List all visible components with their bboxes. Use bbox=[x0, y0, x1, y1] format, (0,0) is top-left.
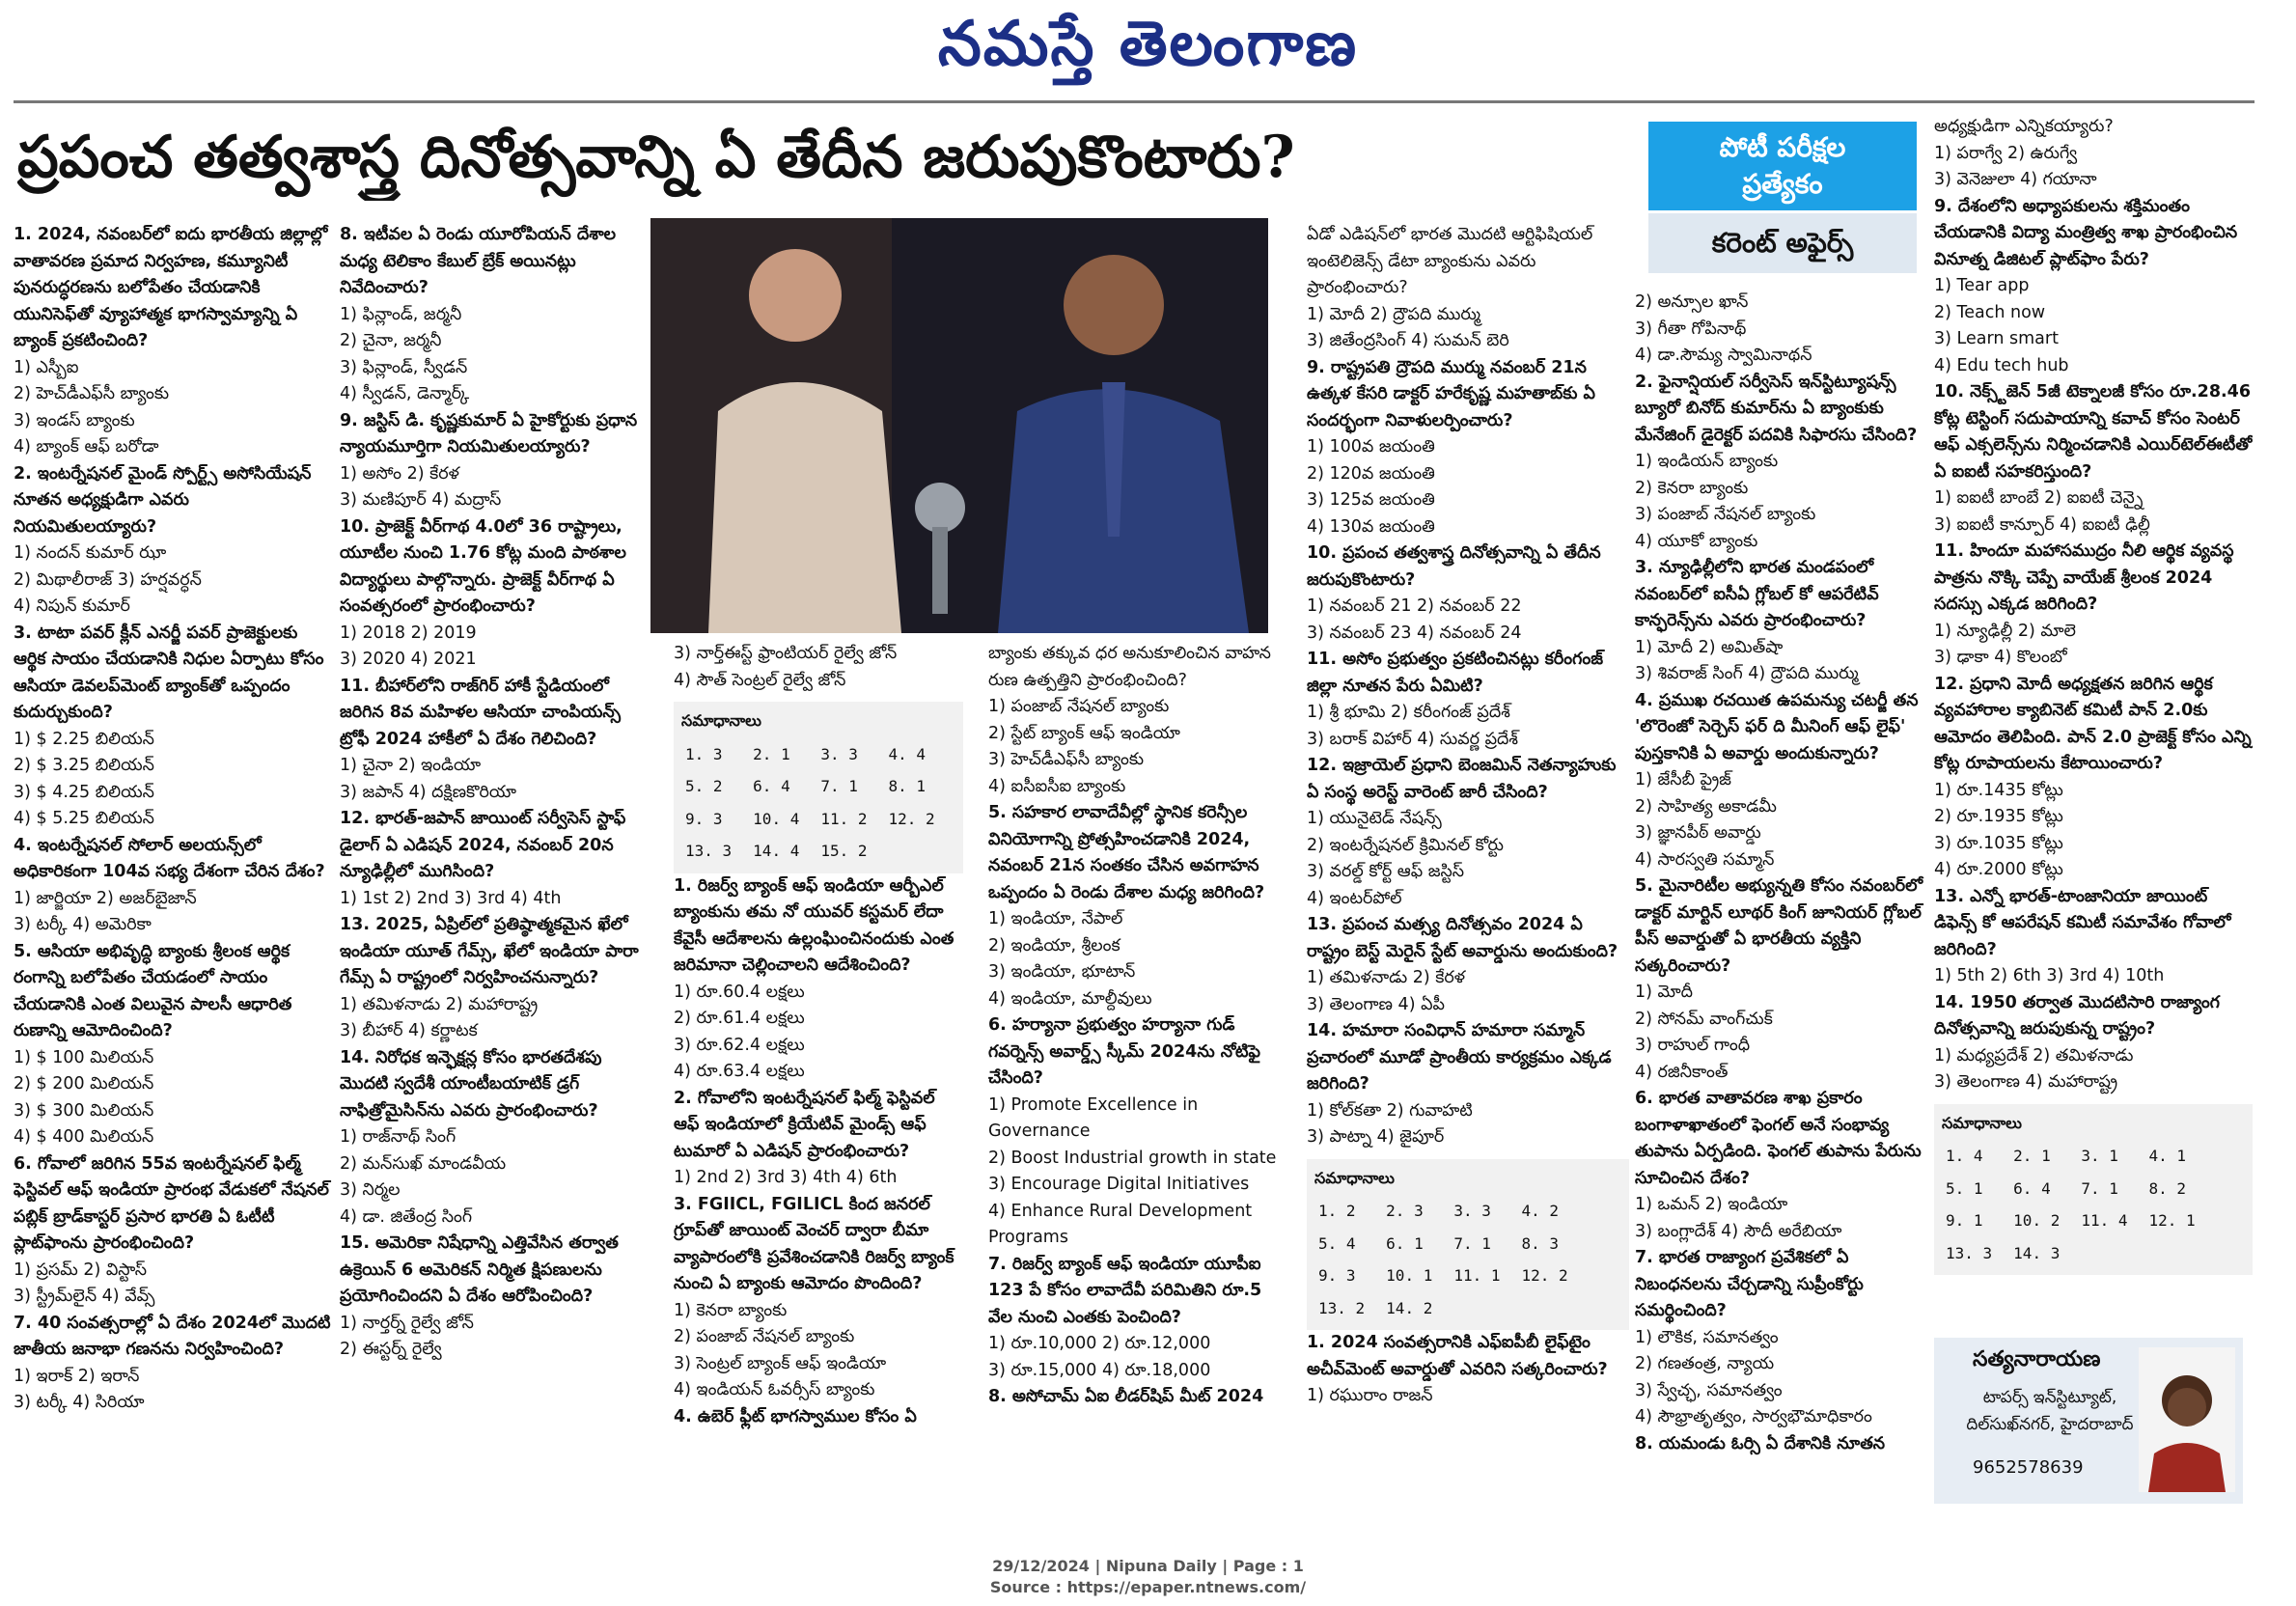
answer-cell: 10. 1 bbox=[1386, 1266, 1433, 1285]
special-line1: పోటీ పరీక్షల bbox=[1719, 131, 1846, 163]
option-text: 2) ఈస్టర్న్ రైల్వే bbox=[340, 1340, 442, 1359]
option-text: 1) లౌకిక, సమానత్వం bbox=[1635, 1327, 1779, 1347]
author-avatar bbox=[2139, 1347, 2235, 1492]
answer-key-title: సమాధానాలు bbox=[1314, 1168, 1395, 1187]
option-text: 3) రాహుల్ గాంధీ bbox=[1635, 1036, 1751, 1055]
option-text: 4) రజినీకాంత్ bbox=[1635, 1062, 1729, 1082]
answer-cell: 8. 3 bbox=[1521, 1233, 1560, 1253]
option-text: 1) ఫిన్లాండ్, జర్మనీ bbox=[340, 304, 462, 324]
option-text: 1) రఘురాం రాజన్ bbox=[1307, 1386, 1433, 1405]
question-text: 9. రాష్ట్రపతి ద్రౌపది ముర్ము నవంబర్ 21న ఉత్కళ కేసరి డాక్టర్ హరేకృష్ణ మహతాబ్‌కు ఏ సందర్భంగా నివాళులర్పించారు? bbox=[1307, 357, 1595, 430]
masthead-logo: నమస్తే తెలంగాణ bbox=[937, 8, 1359, 80]
answer-cell bbox=[2145, 1237, 2213, 1270]
option-text: 1) ఐఐటీ బాంబే 2) ఐఐటీ చెన్నై bbox=[1934, 488, 2144, 508]
option-text: 4) యూకో బ్యాంకు bbox=[1635, 531, 1758, 551]
answer-cell: 5. 2 bbox=[685, 777, 723, 795]
column-5 bbox=[1307, 222, 1629, 1506]
option-text: 3) ఇండస్ బ్యాంకు bbox=[14, 410, 135, 430]
question-text: 11. బీహార్‌లోని రాజ్‌గిర్ హాకీ స్టేడియంలో జరిగిన 8వ మహిళల ఆసియా చాంపియన్స్ ట్రోఫీ 2024 హాకీలో ఏ దేశం గెలిచింది? bbox=[340, 676, 621, 749]
option-text: 2) పంజాబ్ నేషనల్ బ్యాంకు bbox=[674, 1327, 855, 1346]
option-text: 2) సాహిత్య అకాడమీ bbox=[1635, 796, 1777, 817]
option-text: 1) ప్రసమ్ 2) విస్టాస్ bbox=[14, 1260, 148, 1280]
option-text: 1) జేసీబీ ప్రైజ్ bbox=[1635, 770, 1731, 789]
answer-cell: 13. 2 bbox=[1318, 1298, 1366, 1317]
answer-cell: 11. 4 bbox=[2081, 1211, 2128, 1230]
option-text: 4) సౌత్ సెంట్రల్ రైల్వే జోన్ bbox=[674, 670, 846, 690]
option-text: 4) ఇండియన్ ఓవర్సీస్ బ్యాంకు bbox=[674, 1380, 875, 1399]
option-text: 3) బరాక్ విహార్ 4) సువర్ణ ప్రదేశ్ bbox=[1307, 729, 1518, 749]
column-3 bbox=[674, 641, 963, 1509]
option-text: 1) ఇండియన్ బ్యాంకు bbox=[1635, 452, 1779, 471]
option-text: 4) సారస్వతి సమ్మాన్ bbox=[1635, 849, 1775, 870]
option-text: 1) 1st 2) 2nd 3) 3rd 4) 4th bbox=[340, 888, 562, 908]
answer-key bbox=[1307, 1159, 1629, 1331]
option-text: 1) కెనరా బ్యాంకు bbox=[674, 1300, 788, 1320]
option-text: 2) గణతంత్ర, న్యాయ bbox=[1635, 1354, 1775, 1373]
answer-cell bbox=[1450, 1292, 1517, 1325]
answer-cell: 11. 2 bbox=[820, 809, 868, 828]
option-text: 1) పంజాబ్ నేషనల్ బ్యాంకు bbox=[988, 697, 1170, 716]
answer-cell: 6. 1 bbox=[1386, 1233, 1424, 1253]
question-text: 5. సహకార లావాదేవీల్లో స్థానిక కరెన్సీల వినియోగాన్ని ప్రోత్సహించడానికి 2024, నవంబర్ 21న సంతకం చేసిన అవగాహన ఒప్పందం ఏ రెండు దేశాల మధ్య జరిగింది? bbox=[988, 803, 1265, 902]
option-text: 1) తమిళనాడు 2) మహారాష్ట్ర bbox=[340, 994, 539, 1014]
answer-cell: 12. 2 bbox=[1521, 1266, 1568, 1285]
question-text: 13. ప్రపంచ మత్స్య దినోత్సవం 2024 ఏ రాష్ట్రం బెస్ట్ మెరైన్ స్టేట్ అవార్డును అందుకుంది? bbox=[1307, 915, 1618, 961]
answer-cell: 8. 1 bbox=[888, 777, 927, 795]
section-label: కరెంట్ అఫైర్స్ bbox=[1648, 210, 1917, 273]
question-text: 4. ఉబెర్ ఫ్లీట్ భాగస్వాముల కోసం ఏ bbox=[674, 1406, 917, 1426]
option-text: 4) సౌభ్రాతృత్వం, సార్వభౌమాధికారం bbox=[1635, 1407, 1872, 1426]
option-text: 1) ఇరాక్ 2) ఇరాన్ bbox=[14, 1366, 140, 1386]
option-text: 2) కెనరా బ్యాంకు bbox=[1635, 478, 1749, 498]
answer-cell: 14. 4 bbox=[753, 842, 800, 860]
special-label bbox=[1648, 122, 1917, 210]
option-text: 3) సెంట్రల్ బ్యాంక్ ఆఫ్ ఇండియా bbox=[674, 1353, 887, 1373]
question-text: 15. అమెరికా నిషేధాన్ని ఎత్తివేసిన తర్వాత ఉక్రెయిన్ 6 అమెరికన్ నిర్మిత క్షిపణులను ప్రయోగించిందని ఏ దేశం ఆరోపించింది? bbox=[340, 1233, 619, 1306]
question-text: 12. ప్రధాని మోదీ అధ్యక్షతన జరిగిన ఆర్థిక వ్యవహారాల క్యాబినెట్ కమిటీ పాన్ 2.0కు ఆమోదం తెలిపింది. పాన్ 2.0 ప్రాజెక్ట్ కోసం ఎన్ని కోట్ల రూపాయలను కేటాయించారు? bbox=[1934, 674, 2252, 773]
answer-cell: 3. 3 bbox=[1453, 1202, 1491, 1220]
option-text: 1) నందన్ కుమార్ ఝా bbox=[14, 543, 167, 563]
option-text: 2) మిథాలీరాజ్ 3) హర్షవర్ధన్ bbox=[14, 569, 202, 590]
answer-cell: 11. 1 bbox=[1453, 1266, 1501, 1285]
option-text: బ్యాంకు తక్కువ ధర అనుకూలించిన వాహన రుణ ఉత్పత్తిని ప్రారంభించింది? bbox=[988, 644, 1271, 690]
option-text: 2) స్టేట్ బ్యాంక్ ఆఫ్ ఇండియా bbox=[988, 723, 1180, 743]
option-text: 1) చైనా 2) ఇండియా bbox=[340, 756, 482, 775]
question-text: 1. రిజర్వ్ బ్యాంక్ ఆఫ్ ఇండియా ఆర్బీఎల్ బ్యాంకును తమ నో యువర్ కస్టమర్ లేదా కేవైసీ ఆదేశాలను ఉల్లంఘించినందుకు ఎంత జరిమానా చెల్లించాలని ఆదేశించింది? bbox=[674, 875, 954, 975]
award-photo-illustration bbox=[650, 218, 1268, 633]
answer-cell: 12. 1 bbox=[2148, 1211, 2196, 1230]
option-text: 4) ఇండియా, మాల్దీవులు bbox=[988, 988, 1152, 1009]
option-text: 3) ఢాకా 4) కొలంబో bbox=[1934, 648, 2067, 667]
answer-cell: 2. 1 bbox=[753, 744, 790, 763]
question-text: 8. ఇటీవల ఏ రెండు యూరోపియన్ దేశాల మధ్య టెలికాం కేబుల్ బ్రేక్ అయినట్లు నివేదించారు? bbox=[340, 225, 617, 297]
answer-cell: 5. 4 bbox=[1318, 1233, 1356, 1253]
question-text: 2. ఫైనాన్షియల్ సర్వీసెస్ ఇన్‌స్టిట్యూషన్స్ బ్యూరో బినోద్ కుమార్‌ను ఏ బ్యాంకుకు మేనేజింగ్ డైరెక్టర్ పదవికి సిఫారసు చేసింది? bbox=[1635, 372, 1918, 445]
author-institute bbox=[1953, 1384, 2146, 1438]
question-text: 5. మైనారిటీల అభ్యున్నతి కోసం నవంబర్‌లో డాక్టర్ మార్టిన్ లూథర్ కింగ్ జూనియర్ గ్లోబల్ పీస్ అవార్డుతో ఏ భారతీయ వ్యక్తిని సత్కరించారు? bbox=[1635, 876, 1923, 976]
page-footer bbox=[0, 1556, 2296, 1598]
option-text: 1) మోదీ bbox=[1635, 983, 1694, 1002]
option-text: 4) $ 400 మిలియన్ bbox=[14, 1127, 154, 1147]
answer-cell: 15. 2 bbox=[820, 842, 868, 860]
answer-cell: 4. 4 bbox=[888, 744, 927, 763]
option-text: ఏడో ఎడిషన్‌లో భారత మొదటి ఆర్టిఫిషియల్ ఇంటెలిజెన్స్ డేటా బ్యాంకును ఎవరు ప్రారంభించారు? bbox=[1307, 225, 1593, 297]
question-text: 6. హర్యానా ప్రభుత్వం హర్యానా గుడ్ గవర్నెన్స్ అవార్డ్స్ స్కీమ్ 2024ను నోటిఫై చేసింది? bbox=[988, 1015, 1260, 1088]
answer-cell: 4. 1 bbox=[2148, 1147, 2187, 1165]
option-text: 3) నార్త్‌ఈస్ట్ ఫ్రాంటియర్ రైల్వే జోన్ bbox=[674, 644, 898, 663]
option-text: 4) నిపున్ కుమార్ bbox=[14, 596, 130, 616]
option-text: 3) వరల్డ్ కోర్ట్ ఆఫ్ జస్టిస్ bbox=[1307, 862, 1465, 881]
option-text: 1) తమిళనాడు 2) కేరళ bbox=[1307, 968, 1466, 987]
option-text: 3) జ్ఞానపీఠ్ అవార్డు bbox=[1635, 823, 1761, 843]
option-text: 4) Edu tech hub bbox=[1934, 355, 2069, 375]
question-text: 8. యమండు ఓర్సి ఏ దేశానికి నూతన bbox=[1635, 1433, 1886, 1454]
question-text: 2. ఇంటర్నేషనల్ మైండ్ స్పోర్ట్స్ అసోసియేషన్ నూతన అధ్యక్షుడిగా ఎవరు నియమితులయ్యారు? bbox=[14, 463, 312, 537]
question-text: 8. అసోచామ్ ఏఐ లీడర్‌షిప్ మీట్ 2024 bbox=[988, 1387, 1264, 1406]
option-text: 1) ఒమన్ 2) ఇండియా bbox=[1635, 1195, 1788, 1214]
answer-cell bbox=[1518, 1292, 1586, 1325]
option-text: 3) హెచ్‌డీఎఫ్‌సీ బ్యాంకు bbox=[988, 750, 1145, 769]
option-text: 4) డా. జితేంద్ర సింగ్ bbox=[340, 1206, 473, 1227]
question-text: 13. 2025, ఏప్రిల్‌లో ప్రతిష్ఠాత్మకమైన ఖేలో ఇండియా యూత్ గేమ్స్, ఖేలో ఇండియా పారా గేమ్స్ ఏ రాష్ట్రంలో నిర్వహించనున్నారు? bbox=[340, 915, 639, 987]
option-text: 1) 2018 2) 2019 bbox=[340, 623, 477, 643]
answer-cell: 10. 4 bbox=[753, 809, 800, 828]
option-text: 1) 100వ జయంతి bbox=[1307, 437, 1435, 457]
option-text: 1) 5th 2) 6th 3) 3rd 4) 10th bbox=[1934, 966, 2165, 985]
answer-cell: 13. 3 bbox=[685, 842, 733, 860]
option-text: 3) ఫిన్లాండ్, స్వీడన్ bbox=[340, 357, 468, 377]
option-text: 2) హెచ్‌డీఎఫ్‌సీ బ్యాంకు bbox=[14, 384, 170, 403]
option-text: 3) నిర్మల bbox=[340, 1180, 401, 1200]
option-text: 1) రూ.1435 కోట్లు bbox=[1934, 780, 2063, 800]
option-text: 1) 2nd 2) 3rd 3) 4th 4) 6th bbox=[674, 1168, 898, 1187]
option-text: 1) అసోం 2) కేరళ bbox=[340, 463, 459, 484]
question-text: 11. హిందూ మహాసముద్రం నీలి ఆర్థిక వ్యవస్థ పాత్రను నొక్కి చెప్పే వాయేజ్ శ్రీలంక 2024 సదస్సు ఎక్కడ జరిగింది? bbox=[1934, 541, 2234, 614]
special-line2: ప్రత్యేకం bbox=[1742, 168, 1823, 200]
question-text: 5. ఆసియా అభివృద్ధి బ్యాంకు శ్రీలంక ఆర్థిక రంగాన్ని బలోపేతం చేయడంలో సాయం చేయడానికి ఎంత విలువైన పాలసీ ఆధారిత రుణాన్ని ఆమోదించింది? bbox=[14, 941, 292, 1040]
option-text: 2) అన్సూల ఖాన్ bbox=[1635, 292, 1749, 312]
option-text: 3) పాట్నా 4) జైపూర్ bbox=[1307, 1127, 1445, 1147]
question-text: 14. నిరోధక ఇన్ఫెక్షన్ల కోసం భారతదేశపు మొదటి స్వదేశీ యాంటీబయాటిక్ డ్రగ్ నాఫిత్రోమైసిన్‌ను ఎవరు ప్రారంభించారు? bbox=[340, 1047, 602, 1121]
option-text: 3) 125వ జయంతి bbox=[1307, 490, 1435, 510]
question-text: 7. రిజర్వ్ బ్యాంక్ ఆఫ్ ఇండియా యూపీఐ 123 పే కోసం లావాదేవీ పరిమితిని రూ.5 వేల నుంచి ఎంతకు పెంచింది? bbox=[988, 1254, 1262, 1327]
answer-cell: 2. 3 bbox=[1386, 1202, 1424, 1220]
option-text: 1) ఇండియా, నేపాల్ bbox=[988, 909, 1123, 928]
option-text: 4) రూ.2000 కోట్లు bbox=[1934, 860, 2063, 879]
answer-cell: 3. 3 bbox=[820, 744, 858, 763]
question-text: 7. 40 సంవత్సరాల్లో ఏ దేశం 2024లో మొదటి జాతీయ జనాభా గణనను నిర్వహించింది? bbox=[14, 1313, 331, 1359]
option-text: 3) నవంబర్ 23 4) నవంబర్ 24 bbox=[1307, 623, 1522, 643]
answer-key-title: సమాధానాలు bbox=[1942, 1113, 2022, 1132]
answer-cell: 3. 1 bbox=[2081, 1147, 2118, 1165]
question-text: 1. 2024, నవంబర్‌లో ఐదు భారతీయ జిల్లాల్లో వాతావరణ ప్రమాద నిర్వహణ, కమ్యూనిటీ పునరుద్ధరణను బలోపేతం చేయడానికి యునిసెఫ్‌తో వ్యూహాత్మక భాగస్వామ్యాన్ని ఏ బ్యాంక్ ప్రకటించింది? bbox=[14, 225, 328, 350]
answer-cell: 1. 2 bbox=[1318, 1202, 1356, 1220]
question-text: 14. హమారా సంవిధాన్ హమారా సమ్మాన్ ప్రచారంలో మూడో ప్రాంతీయ కార్యక్రమం ఎక్కడ జరిగింది? bbox=[1307, 1021, 1612, 1094]
answer-cell: 5. 1 bbox=[1946, 1178, 1983, 1198]
option-text: 2) Teach now bbox=[1934, 302, 2046, 322]
option-text: 2) మన్‌సుఖ్ మాండవీయ bbox=[340, 1153, 507, 1174]
answer-cell bbox=[885, 835, 953, 868]
option-text: 1) యునైటెడ్ నేషన్స్ bbox=[1307, 809, 1442, 828]
answer-cell: 7. 1 bbox=[1453, 1233, 1491, 1253]
option-text: 1) మోదీ 2) అమిత్‌షా bbox=[1635, 637, 1784, 657]
option-text: 3) టర్కీ 4) అమెరికా bbox=[14, 915, 152, 934]
option-text: 4) స్వీడన్, డెన్మార్క్ bbox=[340, 384, 470, 403]
question-text: 6. గోవాలో జరిగిన 55వ ఇంటర్నేషనల్ ఫిల్మ్ ఫెస్టివల్ ఆఫ్ ఇండియా ప్రారంభ వేడుకలో నేషనల్ పబ్లిక్ బ్రాడ్‌కాస్టర్ ప్రసార భారతి ఏ ఓటీటీ ప్లాట్‌ఫాంను ప్రారంభించింది? bbox=[14, 1153, 329, 1253]
answer-cell: 14. 3 bbox=[2013, 1243, 2061, 1262]
header-rule bbox=[14, 100, 2255, 103]
question-text: 13. ఎన్నో భారత్-టాంజానియా జాయింట్ డిఫెన్స్ కో ఆపరేషన్ కమిటీ సమావేశం గోవాలో జరిగింది? bbox=[1934, 886, 2231, 959]
option-text: 3) $ 300 మిలియన్ bbox=[14, 1100, 154, 1121]
option-text: 1) మధ్యప్రదేశ్ 2) తమిళనాడు bbox=[1934, 1045, 2134, 1066]
option-text: 1) నార్తర్న్ రైల్వే జోన్ bbox=[340, 1313, 474, 1333]
option-text: 1) $ 2.25 బిలియన్ bbox=[14, 729, 154, 749]
option-text: 1) రాజ్‌నాథ్ సింగ్ bbox=[340, 1127, 456, 1147]
option-text: 2) $ 200 మిలియన్ bbox=[14, 1074, 154, 1094]
question-text: 3. న్యూఢిల్లీలోని భారత మండపంలో నవంబర్‌లో ఐసీఏ గ్లోబల్ కో ఆపరేటివ్ కాన్ఫరెన్స్‌ను ఎవరు ప్రారంభించారు? bbox=[1635, 558, 1879, 630]
option-text: 3) స్ట్రీమ్‌లైన్ 4) వేవ్స్ bbox=[14, 1287, 155, 1306]
column-2 bbox=[340, 222, 647, 1506]
option-text: 4) డా.సౌమ్య స్వామినాథన్ bbox=[1635, 346, 1812, 365]
option-text: 3) శివరాజ్ సింగ్ 4) ద్రౌపది ముర్ము bbox=[1635, 664, 1859, 683]
option-text: 1) న్యూఢిల్లీ 2) మాలె bbox=[1934, 621, 2076, 641]
question-text: 10. నెక్స్ట్‌జెన్ 5జీ టెక్నాలజీ కోసం రూ.28.46 కోట్ల టెస్టింగ్ సదుపాయాన్ని కవాచ్ కోసం సెంటర్ ఆఫ్ ఎక్సలెన్స్‌ను నిర్మించడానికి ఎయిర్‌టెల్‌ఈటీతో ఏ ఐఐటీ సహకరిస్తుంది? bbox=[1934, 382, 2253, 482]
option-text: 3) బీహార్ 4) కర్ణాటక bbox=[340, 1021, 478, 1040]
option-text: 2) సోనమ్ వాంగ్‌చుక్ bbox=[1635, 1009, 1773, 1029]
option-text: 3) గీతా గోపినాథ్ bbox=[1635, 318, 1747, 339]
answer-cell: 2. 1 bbox=[2013, 1147, 2051, 1165]
footer-date-line: 29/12/2024 | Nipuna Daily | Page : 1 bbox=[992, 1557, 1304, 1575]
option-text: 1) నవంబర్ 21 2) నవంబర్ 22 bbox=[1307, 596, 1522, 616]
question-text: 4. ప్రముఖ రచయిత ఉపమన్యు చటర్జీ తన 'లొరెంజో సెర్చెస్ ఫర్ ది మీనింగ్ ఆఫ్ లైఫ్' పుస్తకానికి ఏ అవార్డు అందుకున్నారు? bbox=[1635, 690, 1919, 763]
question-text: 12. భారత్-జపాన్ జాయింట్ సర్వీసెస్ స్టాఫ్ డైలాగ్ ఏ ఎడిషన్ 2024, నవంబర్ 20న న్యూఢిల్లీలో ముగిసింది? bbox=[340, 809, 626, 881]
option-text: 3) రూ.1035 కోట్లు bbox=[1934, 833, 2063, 853]
option-text: 3) జపాన్ 4) దక్షిణకొరియా bbox=[340, 782, 517, 802]
option-text: 3) స్వేచ్ఛ, సమానత్వం bbox=[1635, 1380, 1783, 1400]
column-4 bbox=[988, 641, 1287, 1509]
answer-cell: 7. 1 bbox=[820, 777, 858, 795]
answer-cell: 1. 4 bbox=[1946, 1147, 1983, 1165]
option-text: 3) ఇండియా, భూటాన్ bbox=[988, 962, 1136, 982]
question-text: 6. భారత వాతావరణ శాఖ ప్రకారం బంగాళాఖాతంలో ఫెంగల్ అనే సంభావ్య తుపాను ఏర్పడింది. ఫెంగల్ తుపాను పేరును సూచించిన దేశం? bbox=[1635, 1089, 1922, 1188]
option-text: 2) ఇండియా, శ్రీలంక bbox=[988, 935, 1120, 955]
option-text: 1) Promote Excellence in Governance bbox=[988, 1094, 1199, 1141]
author-phone: 9652578639 bbox=[1973, 1457, 2084, 1478]
answer-key bbox=[674, 702, 963, 873]
answer-cell: 9. 3 bbox=[685, 809, 723, 828]
page-headline: ప్రపంచ తత్వశాస్త్ర దినోత్సవాన్ని ఏ తేదీన జరుపుకొంటారు? bbox=[17, 124, 1295, 191]
question-text: 3. టాటా పవర్ క్లీన్ ఎనర్జీ పవర్ ప్రాజెక్టులకు ఆర్థిక సాయం చేయడానికి నిధుల ఏర్పాటు కోసం ఆసియా డెవలప్‌మెంట్ బ్యాంక్‌తో ఒప్పందం కుదుర్చుకుంది? bbox=[14, 623, 324, 722]
answer-cell: 4. 2 bbox=[1521, 1202, 1560, 1220]
answer-cell: 9. 1 bbox=[1946, 1211, 1983, 1230]
option-text: 1) Tear app bbox=[1934, 276, 2030, 295]
option-text: 1) రూ.10,000 2) రూ.12,000 bbox=[988, 1334, 1211, 1353]
question-text: 10. ప్రాజెక్ట్ వీర్‌గాథ 4.0లో 36 రాష్ట్రాలు, యూటీల నుంచి 1.76 కోట్ల మంది పాఠశాల విద్యార్థులు పాల్గొన్నారు. ప్రాజెక్ట్ వీర్‌గాథ ఏ సంవత్సరంలో ప్రారంభించారు? bbox=[340, 516, 626, 616]
column-1 bbox=[14, 222, 332, 1506]
option-text: 3) బంగ్లాదేశ్ 4) సౌదీ అరేబియా bbox=[1635, 1221, 1842, 1241]
footer-source-line: Source : https://epaper.ntnews.com/ bbox=[989, 1578, 1307, 1596]
answer-cell: 14. 2 bbox=[1386, 1298, 1433, 1317]
option-text: 2) Boost Industrial growth in state bbox=[988, 1148, 1277, 1168]
option-text: 1) కోల్‌కతా 2) గువాహటి bbox=[1307, 1100, 1473, 1121]
answer-cell: 12. 2 bbox=[888, 809, 935, 828]
question-text: 9. జస్టిస్ డి. కృష్ణకుమార్ ఏ హైకోర్టుకు ప్రధాన న్యాయమూర్తిగా నియమితులయ్యారు? bbox=[340, 410, 638, 457]
option-text: 2) చైనా, జర్మనీ bbox=[340, 331, 442, 350]
answer-cell: 7. 1 bbox=[2081, 1178, 2118, 1198]
option-text: 4) ఐసీఐసీఐ బ్యాంకు bbox=[988, 776, 1126, 796]
award-photo bbox=[650, 218, 1268, 633]
option-text: 3) జితేంద్రసింగ్ 4) సుమన్ బెరి bbox=[1307, 331, 1509, 350]
question-text: 3. FGIICL, FGILICL కింద జనరల్ గ్రూప్‌తో జాయింట్ వెంచర్ ద్వారా బీమా వ్యాపారంలోకి ప్రవేశించడానికి రిజర్వ్ బ్యాంక్ నుంచి ఏ బ్యాంకు ఆమోదం పొందింది? bbox=[674, 1194, 954, 1293]
author-inst-line1: టాపర్స్ ఇన్‌స్టిట్యూట్, bbox=[1982, 1388, 2117, 1407]
option-text: 1) ఎస్బీఐ bbox=[14, 357, 79, 377]
answer-cell: 9. 3 bbox=[1318, 1266, 1356, 1285]
option-text: 2) $ 3.25 బిలియన్ bbox=[14, 756, 154, 775]
option-text: 2) రూ.1935 కోట్లు bbox=[1934, 807, 2063, 826]
option-text: 3) Learn smart bbox=[1934, 329, 2059, 348]
author-inst-line2: దిల్‌సుఖ్‌నగర్, హైదరాబాద్ bbox=[1966, 1415, 2134, 1434]
option-text: 4) 130వ జయంతి bbox=[1307, 516, 1435, 537]
question-text: 1. 2024 సంవత్సరానికి ఎఫ్‌ఐపీబీ లైఫ్‌టైం అచీవ్‌మెంట్ అవార్డుతో ఎవరిని సత్కరించారు? bbox=[1307, 1333, 1608, 1379]
answer-cell: 6. 4 bbox=[753, 777, 790, 795]
answer-cell bbox=[2077, 1237, 2144, 1270]
answer-cell: 8. 2 bbox=[2148, 1178, 2187, 1198]
question-text: 2. గోవాలోని ఇంటర్నేషనల్ ఫిల్మ్ ఫెస్టివల్ ఆఫ్ ఇండియాలో క్రియేటివ్ మైండ్స్ ఆఫ్ టుమారో ఏ ఎడిషన్ ప్రారంభించారు? bbox=[674, 1088, 935, 1161]
option-text: 3) Encourage Digital Initiatives bbox=[988, 1175, 1250, 1194]
question-text: 9. దేశంలోని అధ్యాపకులను శక్తిమంతం చేయడానికి విద్యా మంత్రిత్వ శాఖ ప్రారంభించిన వినూత్న డిజిటల్ ప్లాట్‌ఫాం పేరు? bbox=[1934, 196, 2238, 269]
option-text: 1) పరాగ్వే 2) ఉరుగ్వే bbox=[1934, 143, 2078, 163]
answer-cell: 13. 3 bbox=[1946, 1243, 1993, 1262]
option-text: 3) రూ.15,000 4) రూ.18,000 bbox=[988, 1360, 1211, 1380]
column-7 bbox=[1934, 114, 2253, 1330]
question-text: 7. భారత రాజ్యాంగ ప్రవేశికలో ఏ నిబంధనలను చేర్చడాన్ని సుప్రీంకోర్టు సమర్థించింది? bbox=[1635, 1248, 1864, 1320]
option-text: 2) ఇంటర్నేషనల్ క్రిమినల్ కోర్టు bbox=[1307, 835, 1504, 855]
option-text: 3) మణిపూర్ 4) మద్రాస్ bbox=[340, 490, 502, 510]
option-text: 3) తెలంగాణ 4) మహారాష్ట్ర bbox=[1934, 1072, 2118, 1092]
option-text: 3) పంజాబ్ నేషనల్ బ్యాంకు bbox=[1635, 505, 1816, 524]
option-text: 1) $ 100 మిలియన్ bbox=[14, 1047, 154, 1067]
option-text: 2) 120వ జయంతి bbox=[1307, 463, 1435, 484]
answer-key bbox=[1934, 1104, 2253, 1276]
option-text: 3) 2020 4) 2021 bbox=[340, 650, 477, 669]
special-section-box bbox=[1648, 122, 1917, 276]
answer-cell: 6. 4 bbox=[2013, 1178, 2051, 1198]
option-text: 4) Enhance Rural Development Programs bbox=[988, 1201, 1253, 1247]
option-text: 4) రూ.63.4 లక్షలు bbox=[674, 1062, 805, 1081]
author-box bbox=[1934, 1338, 2243, 1504]
question-text: 12. ఇజ్రాయెల్ ప్రధాని బెంజమిన్ నెతన్యాహుకు ఏ సంస్థ అరెస్ట్ వారెంట్ జారీ చేసింది? bbox=[1307, 756, 1617, 802]
option-text: 1) శ్రీ భూమి 2) కరీంగంజ్ ప్రదేశ్ bbox=[1307, 703, 1510, 722]
question-text: 10. ప్రపంచ తత్వశాస్త్ర దినోత్సవాన్ని ఏ తేదీన జరుపుకొంటారు? bbox=[1307, 543, 1601, 590]
option-text: 3) తెలంగాణ 4) ఏపీ bbox=[1307, 994, 1445, 1014]
option-text: 3) టర్కీ 4) సిరియా bbox=[14, 1393, 145, 1412]
option-text: 4) బ్యాంక్ ఆఫ్ బరోడా bbox=[14, 437, 159, 457]
option-text: 1) మోదీ 2) ద్రౌపది ముర్ము bbox=[1307, 304, 1480, 324]
column-6 bbox=[1635, 290, 1924, 1506]
option-text: 3) రూ.62.4 లక్షలు bbox=[674, 1035, 805, 1055]
option-text: 4) $ 5.25 బిలియన్ bbox=[14, 809, 154, 828]
option-text: అధ్యక్షుడిగా ఎన్నికయ్యారు? bbox=[1934, 117, 2114, 136]
answer-cell: 10. 2 bbox=[2013, 1211, 2061, 1230]
option-text: 2) రూ.61.4 లక్షలు bbox=[674, 1009, 805, 1028]
option-text: 3) వెనెజులా 4) గయానా bbox=[1934, 170, 2097, 189]
option-text: 3) $ 4.25 బిలియన్ bbox=[14, 782, 154, 802]
answer-cell: 1. 3 bbox=[685, 744, 723, 763]
author-name: సత్యనారాయణ bbox=[1973, 1347, 2101, 1371]
option-text: 1) రూ.60.4 లక్షలు bbox=[674, 982, 805, 1002]
option-text: 4) ఇంటర్‌పోల్ bbox=[1307, 888, 1402, 908]
answer-key-title: సమాధానాలు bbox=[681, 711, 761, 730]
question-text: 14. 1950 తర్వాత మొదటిసారి రాజ్యాంగ దినోత్సవాన్ని జరుపుకున్న రాష్ట్రం? bbox=[1934, 992, 2220, 1038]
option-text: 1) జార్జియా 2) అజర్‌బైజాన్ bbox=[14, 888, 197, 908]
question-text: 11. అసోం ప్రభుత్వం ప్రకటించినట్లు కరీంగంజ్ జిల్లా నూతన పేరు ఏమిటి? bbox=[1307, 650, 1603, 696]
question-text: 4. ఇంటర్నేషనల్ సోలార్ అలయన్స్‌లో అధికారికంగా 104వ సభ్య దేశంగా చేరిన దేశం? bbox=[14, 835, 325, 881]
option-text: 3) ఐఐటీ కాన్పూర్ 4) ఐఐటీ ఢిల్లీ bbox=[1934, 514, 2150, 535]
